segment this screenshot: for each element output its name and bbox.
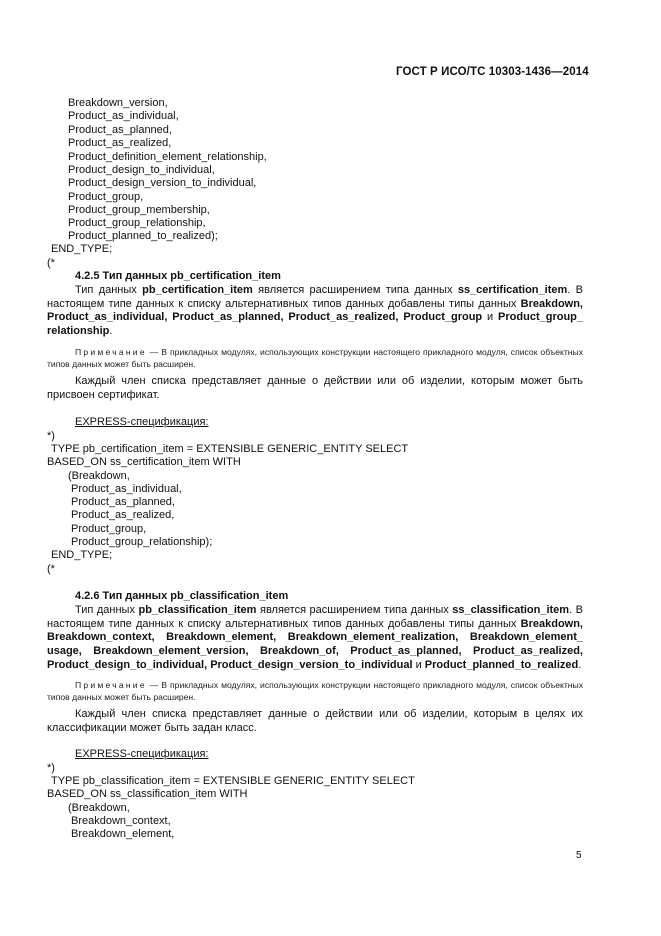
code-line: *) [47, 430, 55, 442]
bold-term: Product_group_ relationship [47, 311, 583, 338]
note [47, 679, 583, 703]
code-line: TYPE pb_certification_item = EXTENSIBLE GENERIC_ENTITY SELECT [51, 443, 409, 455]
express-spec-label: EXPRESS-спецификация: [75, 748, 209, 760]
code-line: Product_group_relationship); [71, 536, 213, 548]
section-heading-4-2-6: 4.2.6 Тип данных pb_classification_item [75, 590, 289, 602]
code-line: Breakdown_context, [71, 815, 171, 827]
code-line: Product_group, [71, 523, 147, 535]
code-line: Product_group, [68, 191, 144, 203]
paragraph-text: . [109, 325, 113, 338]
code-line: Product_design_to_individual, [68, 164, 215, 176]
code-end-type: END_TYPE; [51, 549, 113, 561]
bold-term: pb_certification_item [142, 284, 253, 296]
paragraph-text: и [412, 658, 425, 671]
code-line: Product_as_realized, [71, 509, 175, 521]
code-line: Product_group_relationship, [68, 217, 206, 229]
code-line: Product_design_version_to_individual, [68, 177, 257, 189]
code-line: BASED_ON ss_classification_item WITH [47, 788, 248, 800]
code-comment: (* [47, 563, 55, 575]
paragraph-text: является расширением типа данных [252, 284, 458, 296]
note [47, 346, 583, 370]
code-comment: (* [47, 257, 55, 269]
section-paragraph: Каждый член списка представляет данные о действии или об изделии, которым может быть присвоен сертификат. [47, 375, 583, 401]
code-line: Breakdown_element, [71, 828, 175, 840]
paragraph-text: и [482, 311, 499, 324]
code-line: Product_as_planned, [71, 496, 175, 508]
bold-term: Product_planned_to_realized [424, 658, 579, 671]
paragraph-text: . В настоящем типе данных к списку альтернативных типов данных добавлены типы данных [47, 604, 584, 630]
section-heading-4-2-5: 4.2.5 Тип данных pb_certification_item [75, 270, 281, 282]
code-line: Product_group_membership, [68, 204, 210, 216]
code-line: Product_as_individual, [71, 483, 182, 495]
code-line: Product_as_planned, [68, 124, 172, 136]
code-end-type: END_TYPE; [51, 243, 113, 255]
code-line: Product_as_individual, [68, 110, 179, 122]
code-line: Product_as_realized, [68, 137, 172, 149]
code-line: (Breakdown, [68, 802, 130, 814]
page-number: 5 [576, 850, 582, 861]
section-paragraph [47, 284, 583, 339]
bold-term: Breakdown, Breakdown_context, Breakdown_element, Breakdown_element_realization, Breakdown_element_ usage, Breakdown_element_version, Breakdown_of, Product_as_planned, Product_as_realized, Product_design_to_individual, Product_design_version_to_individual [47, 617, 583, 671]
code-line: Product_definition_element_relationship, [68, 151, 267, 163]
section-paragraph: Каждый член списка представляет данные о действии или об изделии, которым в целях их классификации может быть задан класс. [47, 708, 583, 734]
paragraph-text: Тип данных [75, 604, 139, 616]
code-line: BASED_ON ss_certification_item WITH [47, 456, 241, 468]
note-text: — В прикладных модулях, использующих конструкции настоящего прикладного модуля, список объектных типов данных может быть расширен. [47, 347, 584, 369]
code-line: Product_planned_to_realized); [68, 230, 218, 242]
bold-term: ss_certification_item [457, 284, 568, 296]
code-line: Breakdown_version, [68, 97, 168, 109]
paragraph-text: . [578, 658, 582, 671]
code-line: *) [47, 762, 55, 774]
paragraph-text: является расширением типа данных [256, 604, 453, 616]
bold-term: Breakdown, Product_as_individual, Product_as_planned, Product_as_realized, Product_group [47, 297, 583, 324]
document-header: ГОСТ Р ИСО/ТС 10303-1436—2014 [396, 66, 589, 78]
code-line: (Breakdown, [68, 470, 130, 482]
note-label: Примечание [75, 680, 147, 690]
note-label: Примечание [75, 347, 147, 357]
paragraph-text: . В настоящем типе данных к списку альтернативных типов данных добавлены типы данных [47, 284, 584, 310]
section-paragraph [47, 604, 583, 673]
paragraph-text: Тип данных [75, 284, 143, 296]
code-line: TYPE pb_classification_item = EXTENSIBLE GENERIC_ENTITY SELECT [51, 775, 415, 787]
bold-term: ss_classification_item [452, 604, 570, 616]
note-text: — В прикладных модулях, использующих конструкции настоящего прикладного модуля, список объектных типов данных может быть расширен. [47, 680, 584, 702]
express-spec-label: EXPRESS-спецификация: [75, 416, 209, 428]
bold-term: pb_classification_item [138, 604, 257, 616]
